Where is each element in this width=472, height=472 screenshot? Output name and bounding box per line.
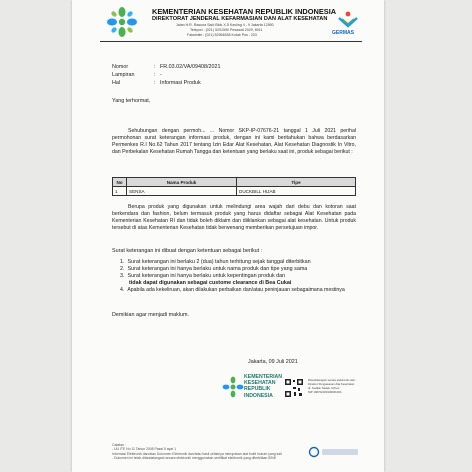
header-fax: Faksimile : (021) 52964838 Kotak Pos : 203 — [187, 33, 257, 37]
signature-block — [308, 378, 356, 394]
signature-line-3: dr. Sodikin Sadek, M.Kes — [308, 386, 340, 390]
table-header-row — [113, 178, 356, 187]
qr-code-icon — [284, 378, 304, 398]
signature-line-4: NIP 196702181993031004 — [308, 390, 342, 394]
condition-text: Apabila ada kekeliruan, akan dilakukan perbaikan dan/atau peninjauan sebagaimana mestinya — [127, 287, 345, 293]
lampiran-colon: : — [154, 72, 156, 78]
nomor-label: Nomor — [112, 64, 129, 70]
footer-line-3: - Dokumen ini telah ditandatangani secara elektronik menggunakan sertifikat elektronik yang diterbitkan BSrE — [112, 456, 277, 461]
cell-product: SENSA — [127, 187, 237, 196]
seal-line-4: INDONESIA — [244, 392, 273, 399]
list-item — [120, 287, 356, 294]
header-divider — [100, 41, 362, 42]
condition-number: 1. — [120, 259, 125, 265]
column-header-type: Tipe — [237, 178, 356, 187]
germas-logo-icon — [336, 10, 360, 30]
nomor-value: FR.03.02/VA/09408/2021 — [160, 64, 221, 70]
salutation: Yang terhormat, — [112, 98, 151, 104]
condition-number: 4. — [120, 287, 125, 293]
closing-text: Demikian agar menjadi maklum. — [112, 312, 189, 318]
footer-line-1: - UU ITE No 11 Tahun 2008 Pasal 5 ayat 1 — [112, 447, 176, 452]
lampiran-label: Lampiran — [112, 72, 135, 78]
seal-line-1: KEMENTERIAN — [244, 374, 283, 380]
nomor-colon: : — [154, 64, 156, 70]
directorate-title: DIREKTORAT JENDERAL KEFARMASIAN DAN ALAT KESEHATAN — [152, 16, 328, 22]
condition-text: Surat keterangan ini berlaku 2 (dua) tahun terhitung sejak tanggal diterbitkan — [127, 259, 311, 265]
column-header-no: No — [113, 178, 127, 187]
cell-type: DUCKBILL HIJAB — [237, 187, 356, 196]
bsre-logo-icon — [308, 446, 360, 458]
signature-line-1: Ditandatangani secara elektronik oleh : — [308, 378, 357, 382]
condition-number: 3. — [120, 273, 125, 279]
header-phone: Telepon : (021) 5201590 Pesawat 2029, 8011 — [190, 28, 263, 32]
condition-bold-text: tidak dapat digunakan sebagai custome clearance di Bea Cukai — [129, 280, 292, 286]
ministry-title: KEMENTERIAN KESEHATAN REPUBLIK INDONESIA — [152, 7, 337, 16]
cell-no: 1 — [113, 187, 127, 196]
list-item — [120, 266, 356, 273]
list-item — [120, 259, 356, 266]
signature-line-2: Direktur Pengawasan Alat Kesehatan — [308, 382, 355, 386]
list-item — [120, 273, 356, 280]
seal-logo-icon — [222, 376, 244, 398]
condition-number: 2. — [120, 266, 125, 272]
footer-line-2: Informasi Elektronik dan/atau Dokumen Elektronik dan/atau hasil cetaknya merupakan alat bukti hukum yang sah — [112, 451, 283, 456]
product-table — [112, 177, 356, 196]
table-row — [113, 187, 356, 196]
hal-label: Hal — [112, 80, 121, 86]
letter-page — [72, 0, 384, 472]
ministry-seal — [222, 372, 283, 426]
footer-notes — [112, 443, 282, 461]
hal-value: Informasi Produk — [160, 80, 201, 86]
header-address: Jalan H.R. Rasuna Said Blok X-5 Kavling 4 - 9 Jakarta 12950 — [176, 23, 274, 27]
hal-colon: : — [154, 80, 156, 86]
conditions-list — [120, 259, 356, 294]
intro-paragraph: Sehubungan dengan permoh... ... Nomor SKP-IP-07676-21 tanggal 1 Juli 2021 perihal permohonan surat keterangan informasi produk, dengan ini kami beritahukan bahwa berdasarkan Permenkes R.I No.62 Tahun 2017 tentang Izin Edar Alat Kesehatan, Alat Kesehatan Diagnostik In Vitro, dan Perbekalan Kesehatan Rumah Tangga dan ketentuan yang berlaku saat ini, produk sebagai berikut : — [112, 128, 356, 155]
footer-label: Catatan : — [112, 443, 126, 447]
condition-text: Surat keterangan ini hanya berlaku untuk kepentingan produk dan — [127, 273, 286, 279]
lampiran-value: - — [160, 72, 162, 78]
description-paragraph: Berupa produk yang digunakan untuk melindungi area wajah dari debu dan kotoran saat berkendara dan fashion, belum termasuk produk yang harus didaftar sebagai Alat Kesehatan pada Kementerian Kesehatan RI dan tidak boleh diklaim dan diiklankan sebagai alat kesehatan. Untuk produk tersebut di atas Kementerian Kesehatan tidak berwenang memberikan persetujuan impor. — [112, 204, 356, 231]
letter-date: Jakarta, 09 Juli 2021 — [248, 359, 298, 365]
column-header-product: Nama Produk — [127, 178, 237, 187]
conditions-intro: Surat keterangan ini dibuat dengan ketentuan sebagai berikut : — [112, 248, 263, 254]
kemenkes-logo-icon — [102, 6, 142, 38]
seal-line-2: KESEHATAN — [244, 380, 276, 387]
seal-line-3: REPUBLIK — [244, 386, 271, 393]
germas-label: GERMAS — [332, 30, 354, 36]
condition-text: Surat keterangan ini hanya berlaku untuk nama produk dan tipe yang sama — [127, 266, 308, 272]
